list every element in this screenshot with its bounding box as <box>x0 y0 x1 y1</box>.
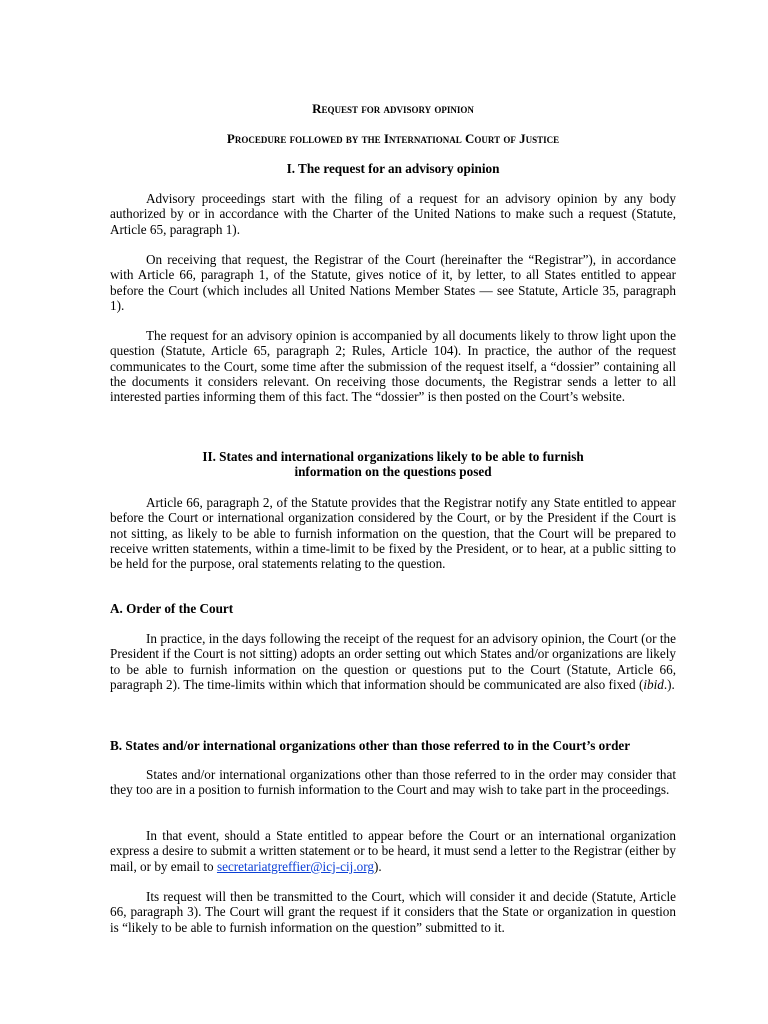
paragraph-5-text: In practice, in the days following the receipt of the request for an advisory opinion, the Court (or the President if the Court is not sitting) adopts an order setting out which States and/or organizations are likely to be able to furnish information on the question or questions put to the Court (Statute, Article 66, paragraph 2). The time-limits within which that information should be communicated are also fixed ( <box>110 631 676 692</box>
document-subtitle: Procedure followed by the International Court of Justice <box>226 131 560 146</box>
paragraph-5 <box>110 631 676 692</box>
paragraph-2: On receiving that request, the Registrar of the Court (hereinafter the “Registrar”), in accordance with Article 66, paragraph 1, of the Statute, gives notice of it, by letter, to all States entitled to appear before the Court (which includes all United Nations Member States — see Statute, Article 35, paragraph 1). <box>110 252 676 313</box>
paragraph-3: The request for an advisory opinion is accompanied by all documents likely to throw light upon the question (Statute, Article 65, paragraph 2; Rules, Article 104). In practice, the author of the request communicates to the Court, some time after the submission of the request itself, a “dossier” containing all the documents it considers relevant. On receiving those documents, the Registrar sends a letter to all interested parties informing them of this fact. The “dossier” is then posted on the Court’s website. <box>110 328 676 405</box>
paragraph-7-text: In that event, should a State entitled to appear before the Court or an international organization express a desire to submit a written statement or to be heard, it must send a letter to the Registrar (either by mail, or by email to <box>110 828 676 874</box>
section-heading-2-line1: II. States and international organizations likely to be able to furnish <box>202 449 584 464</box>
section-heading-2 <box>110 449 676 480</box>
paragraph-5-ibid: ibid <box>643 676 664 692</box>
paragraph-1: Advisory proceedings start with the filing of a request for an advisory opinion by any body authorized by or in accordance with the Charter of the United Nations to make such a request (Statute, Article 65, paragraph 1). <box>110 191 676 237</box>
paragraph-5-end: .). <box>663 676 675 692</box>
paragraph-4: Article 66, paragraph 2, of the Statute provides that the Registrar notify any State entitled to appear before the Court or international organization considered by the Court, or by the President if the Court is not sitting, as likely to be able to furnish information on the question, that the Court will be prepared to receive written statements, within a time-limit to be fixed by the President, or to hear, at a public sitting to be held for the purpose, oral statements relating to the question. <box>110 495 676 572</box>
email-link[interactable]: secretariatgreffier@icj-cij.org <box>216 858 374 874</box>
section-heading-2-line2: information on the questions posed <box>294 464 492 480</box>
document-title: Request for advisory opinion <box>312 101 474 116</box>
paragraph-8: Its request will then be transmitted to the Court, which will consider it and decide (Statute, Article 66, paragraph 3). The Court will grant the request if it considers that the State or organization in question is “likely to be able to furnish information on the question” submitted to it. <box>110 889 676 935</box>
subsection-heading-a: A. Order of the Court <box>110 601 234 616</box>
subsection-heading-b: B. States and/or international organizations other than those referred to in the Court’s order <box>110 738 631 753</box>
paragraph-7 <box>110 828 676 874</box>
paragraph-7-end: ). <box>373 858 382 874</box>
section-heading-1: I. The request for an advisory opinion <box>286 161 500 176</box>
paragraph-6: States and/or international organizations other than those referred to in the order may consider that they too are in a position to furnish information to the Court and may wish to take part in the proceedings. <box>110 767 676 798</box>
